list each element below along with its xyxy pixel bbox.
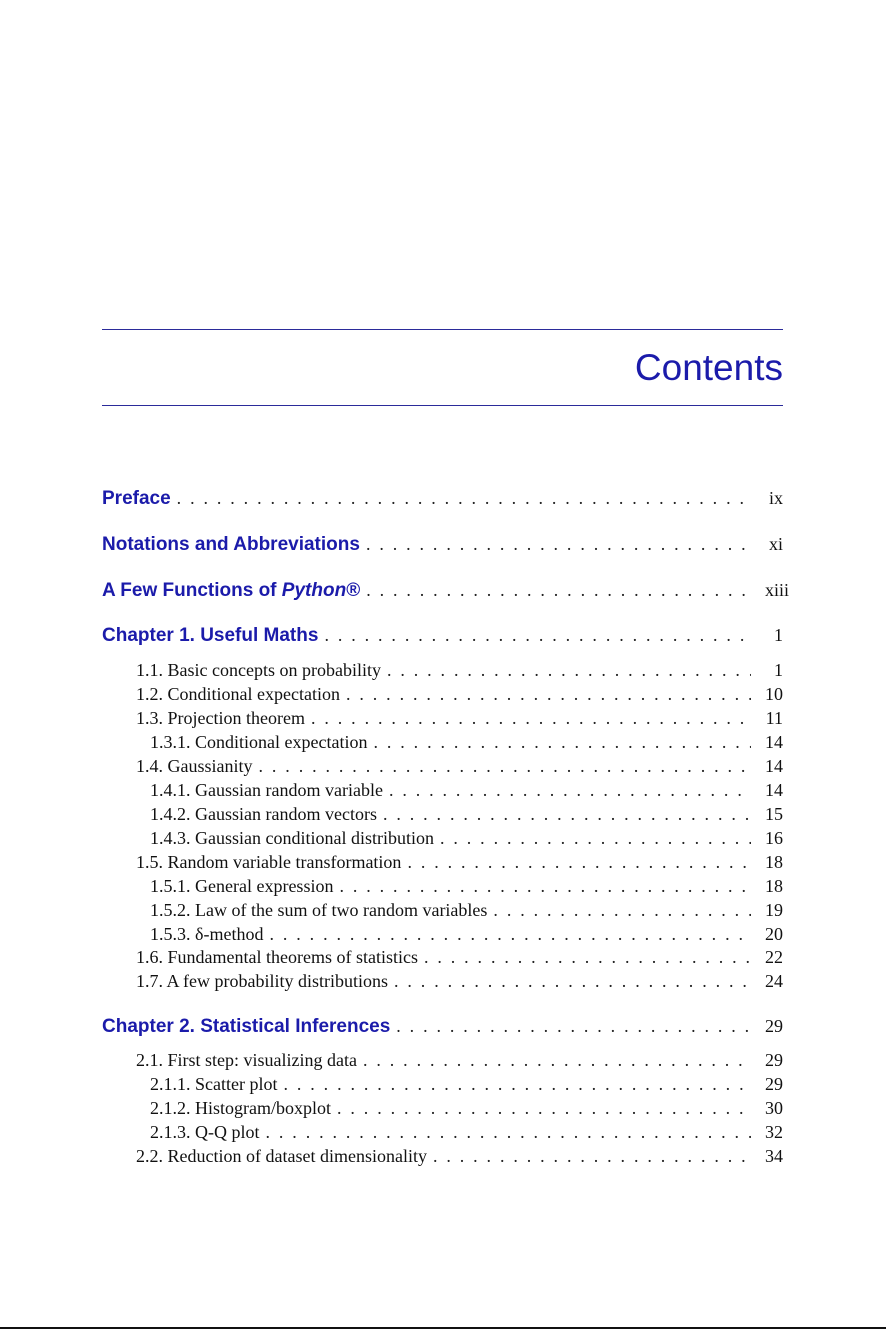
toc-entry-label-text: A Few Functions of xyxy=(102,580,282,601)
toc-chapter-entry[interactable] xyxy=(102,1016,783,1040)
toc-section-entry[interactable] xyxy=(150,828,783,852)
toc-page-number: 32 xyxy=(765,1122,783,1142)
toc-page-number: 24 xyxy=(765,971,783,991)
toc-page-number: ix xyxy=(768,488,783,508)
toc-entry-label: 2.1.2. Histogram/boxplot xyxy=(150,1098,331,1118)
toc-entry-label: 2.2. Reduction of dataset dimensionality xyxy=(136,1146,427,1166)
toc-section-entry[interactable] xyxy=(150,900,783,924)
toc-section-entry[interactable] xyxy=(136,756,783,780)
toc-page-number: 19 xyxy=(765,900,783,920)
dot-leader xyxy=(373,732,751,753)
toc-page-number: 11 xyxy=(765,708,783,728)
toc-page-number: 29 xyxy=(765,1016,783,1036)
dot-leader xyxy=(266,1122,752,1143)
dot-leader xyxy=(283,1074,751,1095)
toc-section-entry[interactable] xyxy=(136,947,783,971)
dot-leader xyxy=(363,1050,751,1071)
dot-leader xyxy=(324,625,751,646)
toc-page-number: 29 xyxy=(765,1074,783,1094)
toc-entry-label: 1.4. Gaussianity xyxy=(136,756,253,776)
toc-section-entry[interactable] xyxy=(136,708,783,732)
toc-section-entry[interactable] xyxy=(136,1050,783,1074)
toc-entry-label: 2.1. First step: visualizing data xyxy=(136,1050,357,1070)
toc-page-number: 10 xyxy=(765,684,783,704)
toc-page-number: 18 xyxy=(765,876,783,896)
dot-leader xyxy=(407,852,751,873)
toc-section-entry[interactable] xyxy=(136,684,783,708)
dot-leader xyxy=(339,876,751,897)
toc-page-number: 34 xyxy=(765,1146,783,1166)
dot-leader xyxy=(366,534,751,555)
dot-leader xyxy=(440,828,751,849)
toc-entry-label: 2.1.3. Q-Q plot xyxy=(150,1122,260,1142)
toc-entry-label xyxy=(102,580,360,602)
dot-leader xyxy=(394,971,751,992)
dot-leader xyxy=(269,924,751,945)
dot-leader xyxy=(433,1146,751,1167)
toc-page-number: xiii xyxy=(765,580,790,600)
toc-entry-label: 1.3. Projection theorem xyxy=(136,708,305,728)
toc-entry-label: 1.2. Conditional expectation xyxy=(136,684,340,704)
toc-entry-label-italic: Python xyxy=(281,580,347,601)
toc-section-entry[interactable] xyxy=(136,660,783,684)
toc-page-number: 22 xyxy=(765,947,783,967)
dot-leader xyxy=(396,1016,751,1037)
toc-page-number: 18 xyxy=(765,852,783,872)
toc-section-entry[interactable] xyxy=(150,1122,783,1146)
toc-entry-label: 1.5.2. Law of the sum of two random variables xyxy=(150,900,488,920)
toc-page-number: xi xyxy=(768,534,783,554)
dot-leader xyxy=(346,684,751,705)
dot-leader xyxy=(177,488,751,509)
toc-section-entry[interactable] xyxy=(136,971,783,995)
toc-chapter-entry[interactable] xyxy=(102,534,783,558)
toc-section-entry[interactable] xyxy=(150,804,783,828)
toc-page-number: 14 xyxy=(765,780,783,800)
toc-section-entry[interactable] xyxy=(150,1074,783,1098)
dot-leader xyxy=(383,804,751,825)
toc-entry-label: 1.5. Random variable transformation xyxy=(136,852,402,872)
toc-entry-label: 1.4.2. Gaussian random vectors xyxy=(150,804,377,824)
toc-entry-label: 1.7. A few probability distributions xyxy=(136,971,388,991)
toc-entry-label: Chapter 1. Useful Maths xyxy=(102,625,319,646)
dot-leader xyxy=(337,1098,751,1119)
toc-section-entry[interactable] xyxy=(150,876,783,900)
dot-leader xyxy=(424,947,751,968)
toc-page-number: 15 xyxy=(765,804,783,824)
toc-chapter-entry[interactable] xyxy=(102,580,790,604)
dot-leader xyxy=(366,580,751,601)
dot-leader xyxy=(493,900,751,921)
toc-entry-label: 1.4.3. Gaussian conditional distribution xyxy=(150,828,434,848)
toc-entry-label-suffix: ® xyxy=(346,580,361,601)
toc-section-entry[interactable] xyxy=(136,1146,783,1170)
dot-leader xyxy=(259,756,752,777)
toc-chapter-entry[interactable] xyxy=(102,488,783,512)
toc-page-number: 30 xyxy=(765,1098,783,1118)
toc-page-number: 14 xyxy=(765,732,783,752)
toc-section-entry[interactable] xyxy=(150,780,783,804)
dot-leader xyxy=(387,660,751,681)
toc-entry-label: 1.4.1. Gaussian random variable xyxy=(150,780,383,800)
toc-entry-label: 1.5.1. General expression xyxy=(150,876,334,896)
toc-page-number: 20 xyxy=(765,924,783,944)
toc-entry-label: 1.6. Fundamental theorems of statistics xyxy=(136,947,418,967)
toc-page-number: 16 xyxy=(765,828,783,848)
toc-entry-label: 1.1. Basic concepts on probability xyxy=(136,660,381,680)
toc-chapter-entry[interactable] xyxy=(102,625,783,649)
dot-leader xyxy=(389,780,751,801)
toc-page-number: 1 xyxy=(774,625,783,645)
page-title: Contents xyxy=(634,347,783,388)
toc-entry-label: 1.3.1. Conditional expectation xyxy=(150,732,368,752)
toc-entry-label: Preface xyxy=(102,488,171,509)
toc-section-entry[interactable] xyxy=(136,852,783,876)
toc-entry-label: Chapter 2. Statistical Inferences xyxy=(102,1016,391,1037)
toc-section-entry[interactable] xyxy=(150,924,783,948)
toc-section-entry[interactable] xyxy=(150,1098,783,1122)
toc-entry-label: 1.5.3. δ-method xyxy=(150,924,264,944)
toc-entry-label: 2.1.1. Scatter plot xyxy=(150,1074,278,1094)
toc-page-number: 29 xyxy=(765,1050,783,1070)
toc-section-entry[interactable] xyxy=(150,732,783,756)
toc-page-number: 14 xyxy=(765,756,783,776)
toc-page-number: 1 xyxy=(774,660,783,680)
toc-entry-label: Notations and Abbreviations xyxy=(102,534,360,555)
dot-leader xyxy=(311,708,751,729)
